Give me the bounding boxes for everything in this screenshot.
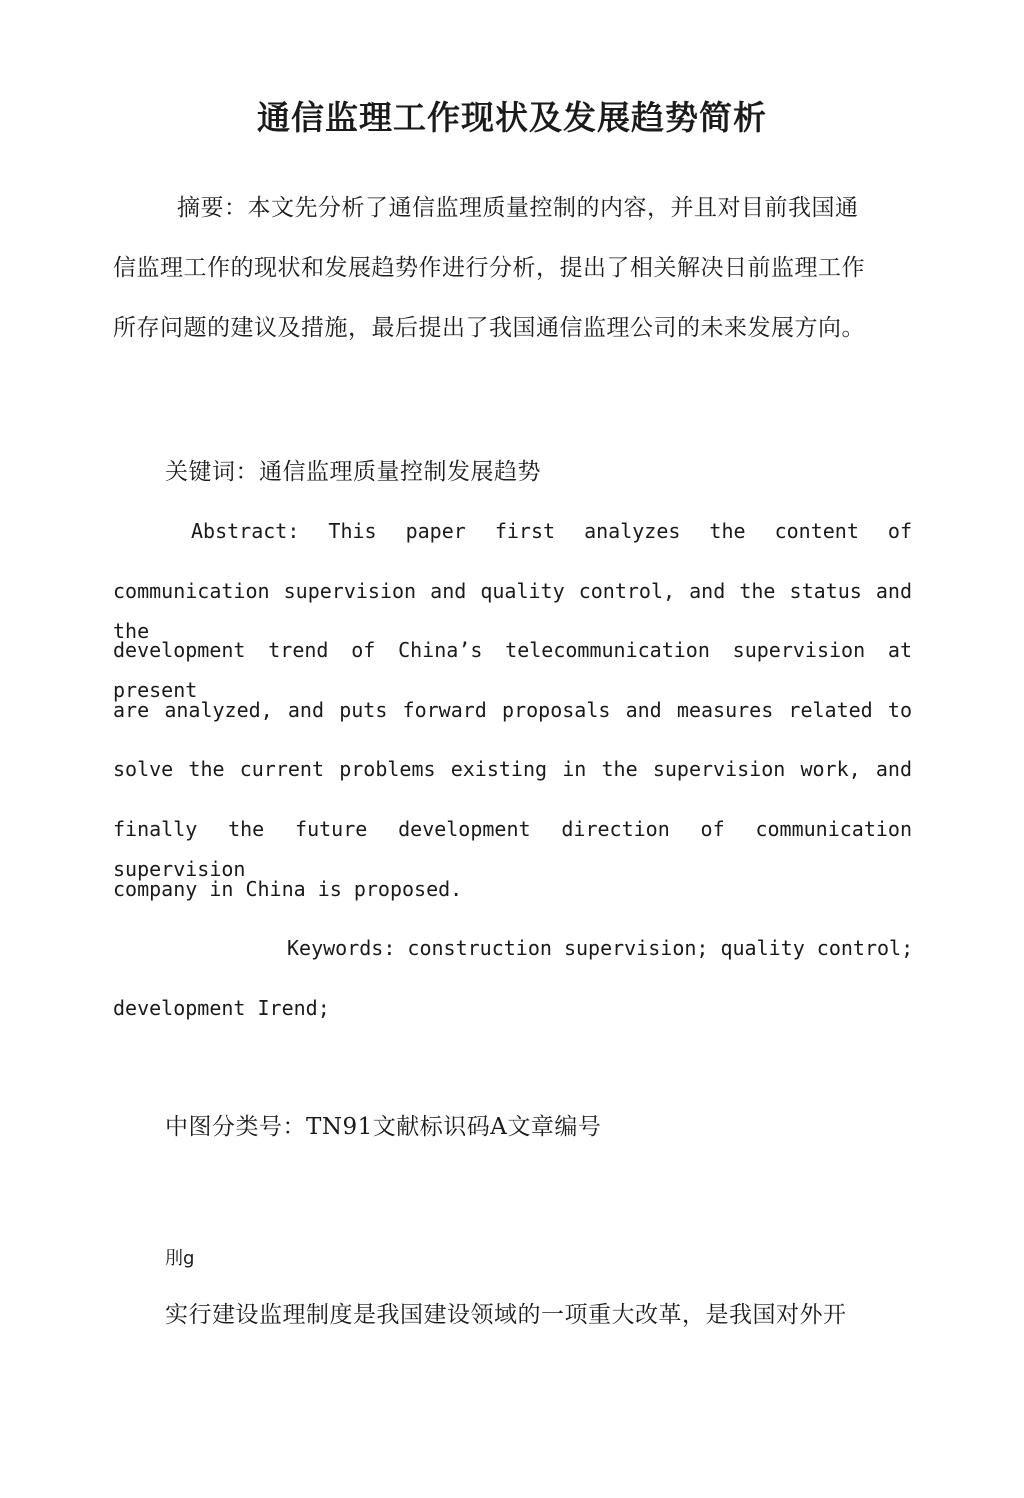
classification-number: 中图分类号：TN91文献标识码A文章编号: [165, 1114, 602, 1140]
abstract-en-line: Abstract: This paper first analyzes the content of: [191, 519, 912, 543]
keywords-english-line: Keywords: construction supervision; quality control;: [287, 936, 914, 961]
abstract-english: [113, 511, 912, 1047]
abstract-en-line: finally the future development direction of communication supervision: [113, 816, 912, 881]
body-paragraph: 实行建设监理制度是我国建设领域的一项重大改革，是我国对外开: [165, 1302, 847, 1328]
abstract-cn-line: 所存问题的建议及措施，最后提出了我国通信监理公司的未来发展方向。: [113, 315, 865, 341]
abstract-cn-line: 摘要：本文先分析了通信监理质量控制的内容，并且对目前我国通: [177, 195, 859, 221]
document-title: 通信监理工作现状及发展趋势简析: [257, 98, 767, 137]
abstract-en-line: solve the current problems existing in the supervision work, and: [113, 757, 912, 782]
abstract-en-line: company in China is proposed.: [113, 876, 463, 901]
abstract-en-line: are analyzed, and puts forward proposals and measures related to: [113, 697, 912, 722]
abstract-en-line: communication supervision and quality control, and the status and the: [113, 578, 912, 643]
abstract-cn-line: 信监理工作的现状和发展趋势作进行分析，提出了相关解决日前监理工作: [113, 255, 865, 281]
abstract-chinese: [113, 186, 913, 366]
section-heading: 刖g: [165, 1248, 195, 1269]
abstract-en-line: development trend of China’s telecommunication supervision at present: [113, 638, 912, 703]
keywords-chinese: 关键词：通信监理质量控制发展趋势: [165, 459, 541, 485]
keywords-english-line: development Irend;: [113, 995, 330, 1020]
